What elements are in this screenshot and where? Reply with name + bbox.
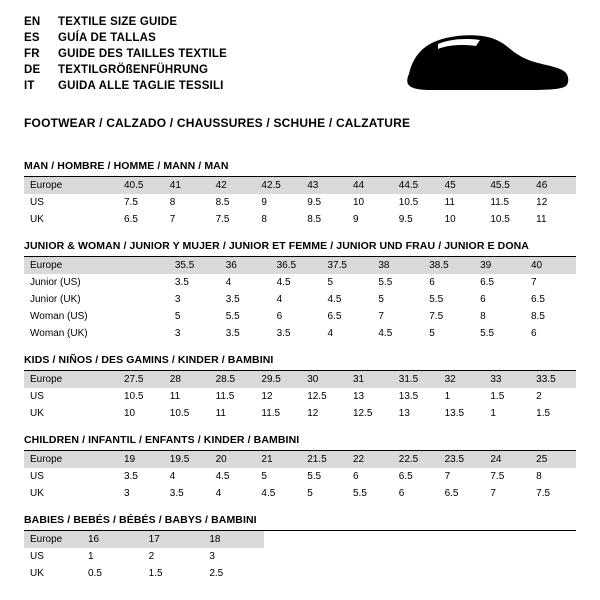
table-row — [24, 468, 576, 485]
cell: 3.5 — [276, 328, 291, 339]
language-code: FR — [24, 48, 40, 60]
cell — [118, 291, 169, 308]
language-code: EN — [24, 16, 41, 28]
cell: 6.5 — [531, 294, 545, 305]
cell: 12 — [307, 408, 319, 419]
cell: 12 — [261, 391, 273, 402]
cell: 4 — [169, 471, 176, 482]
cell: 1.5 — [536, 408, 551, 419]
cell: 19.5 — [164, 451, 210, 468]
cell: 10 — [124, 408, 136, 419]
cell: 9.5 — [398, 214, 413, 225]
cell: 6 — [276, 311, 283, 322]
table-row — [24, 405, 576, 422]
cell: 13.5 — [398, 391, 419, 402]
cell: 5.5 — [429, 294, 444, 305]
cell: 16 — [82, 531, 143, 548]
cell: 38.5 — [423, 257, 474, 274]
cell: 4.5 — [378, 328, 393, 339]
row-label: US — [30, 471, 44, 482]
row-label: Europe — [24, 371, 118, 388]
size-table-junior-woman — [24, 257, 576, 342]
row-label: UK — [30, 214, 44, 225]
row-label: Europe — [24, 257, 118, 274]
section-kids — [24, 354, 576, 422]
cell: 30 — [301, 371, 347, 388]
cell: 1.5 — [148, 568, 163, 579]
cell: 18 — [203, 531, 264, 548]
cell: 0.5 — [88, 568, 102, 579]
cell: 2.5 — [209, 568, 224, 579]
cell: 9.5 — [307, 197, 322, 208]
cell: 13.5 — [444, 408, 465, 419]
cell: 4 — [215, 488, 222, 499]
language-row — [24, 32, 227, 48]
cell: 2 — [148, 551, 155, 562]
cell: 8 — [480, 311, 486, 322]
shoe-illustration — [360, 16, 576, 92]
cell — [118, 257, 169, 274]
row-label: UK — [30, 568, 44, 579]
cell: 5.5 — [307, 471, 322, 482]
cell: 6.5 — [480, 277, 495, 288]
cell: 4.5 — [327, 294, 342, 305]
row-label: Junior (US) — [30, 277, 81, 288]
cell: 6.5 — [124, 214, 138, 225]
cell: 41 — [164, 177, 210, 194]
cell: 28 — [164, 371, 210, 388]
cell: 5.5 — [480, 328, 495, 339]
cell: 5 — [327, 277, 334, 288]
cell: 12.5 — [307, 391, 327, 402]
cell: 5.5 — [225, 311, 240, 322]
table-row — [24, 531, 264, 548]
cell: 12 — [536, 197, 548, 208]
cell: 37.5 — [322, 257, 373, 274]
cell: 4.5 — [276, 277, 291, 288]
table-row — [24, 274, 576, 291]
table-row — [24, 291, 576, 308]
language-titles-body — [24, 16, 227, 96]
cell: 31.5 — [393, 371, 439, 388]
cell: 28.5 — [210, 371, 256, 388]
cell: 4 — [225, 277, 232, 288]
row-label: Europe — [24, 177, 118, 194]
cell: 5 — [174, 311, 181, 322]
table-row — [24, 371, 576, 388]
cell: 5 — [261, 471, 267, 482]
cell: 36.5 — [271, 257, 322, 274]
cell: 10.5 — [124, 391, 144, 402]
cell: 9 — [352, 214, 359, 225]
cell: 10.5 — [398, 197, 419, 208]
cell: 8.5 — [307, 214, 322, 225]
language-row — [24, 16, 227, 32]
cell: 4 — [327, 328, 334, 339]
row-label: US — [30, 551, 44, 562]
cell: 11 — [444, 197, 455, 208]
cell: 1 — [88, 551, 94, 562]
cell: 7 — [378, 311, 384, 322]
section-title: CHILDREN / INFANTIL / ENFANTS / KINDER / BAMBINI — [24, 434, 576, 451]
cell: 11.5 — [215, 391, 235, 402]
row-label: UK — [30, 408, 44, 419]
row-label: US — [30, 391, 44, 402]
cell: 45.5 — [484, 177, 530, 194]
cell: 19 — [118, 451, 164, 468]
cell: 45 — [439, 177, 485, 194]
table-row — [24, 388, 576, 405]
language-titles — [24, 16, 227, 96]
section-title: KIDS / NIÑOS / DES GAMINS / KINDER / BAMBINI — [24, 354, 576, 371]
cell: 10.5 — [169, 408, 190, 419]
language-title: TEXTILGRÖßENFÜHRUNG — [58, 64, 209, 76]
cell: 43 — [301, 177, 347, 194]
cell: 6.5 — [327, 311, 342, 322]
cell: 6.5 — [444, 488, 459, 499]
cell: 6 — [429, 277, 435, 288]
cell: 1 — [490, 408, 496, 419]
cell: 38 — [372, 257, 423, 274]
language-row — [24, 64, 227, 80]
cell: 40 — [525, 257, 576, 274]
language-code: ES — [24, 32, 40, 44]
cell: 3.5 — [124, 471, 138, 482]
cell: 8 — [261, 214, 267, 225]
cell: 13 — [352, 391, 365, 402]
cell: 11.5 — [490, 197, 510, 208]
cell — [118, 308, 169, 325]
cell: 5.5 — [352, 488, 367, 499]
table-row — [24, 325, 576, 342]
cell: 3 — [174, 328, 181, 339]
cell: 25 — [530, 451, 576, 468]
cell: 4.5 — [261, 488, 276, 499]
cell: 9 — [261, 197, 267, 208]
dress-shoe-icon — [390, 30, 570, 92]
cell: 3 — [209, 551, 215, 562]
cell: 42.5 — [255, 177, 301, 194]
cell: 7.5 — [490, 471, 505, 482]
cell: 7 — [490, 488, 496, 499]
cell: 44 — [347, 177, 393, 194]
cell: 23.5 — [439, 451, 485, 468]
cell: 10 — [352, 197, 365, 208]
language-title: GUIDA ALLE TAGLIE TESSILI — [58, 80, 224, 92]
cell: 22 — [347, 451, 393, 468]
cell: 33 — [484, 371, 530, 388]
category-banner: FOOTWEAR / CALZADO / CHAUSSURES / SCHUHE / CALZATURE — [24, 116, 411, 130]
size-table-babies — [24, 531, 264, 582]
section-title: BABIES / BEBÉS / BÉBÉS / BABYS / BAMBINI — [24, 514, 576, 531]
cell: 7.5 — [215, 214, 230, 225]
cell: 40.5 — [118, 177, 164, 194]
table-row — [24, 485, 576, 502]
cell: 6.5 — [398, 471, 413, 482]
cell: 6 — [352, 471, 359, 482]
cell: 7.5 — [124, 197, 138, 208]
cell: 3.5 — [225, 328, 240, 339]
cell: 33.5 — [530, 371, 576, 388]
cell: 21 — [255, 451, 301, 468]
table-row — [24, 211, 576, 228]
section-children — [24, 434, 576, 502]
cell: 7 — [444, 471, 451, 482]
section-title: MAN / HOMBRE / HOMME / MANN / MAN — [24, 160, 576, 177]
cell — [118, 325, 169, 342]
cell: 5 — [378, 294, 384, 305]
cell: 44.5 — [393, 177, 439, 194]
language-code: DE — [24, 64, 41, 76]
row-label: Woman (UK) — [30, 328, 88, 339]
cell: 8 — [169, 197, 176, 208]
table-row — [24, 451, 576, 468]
row-label: Europe — [24, 451, 118, 468]
section-title: JUNIOR & WOMAN / JUNIOR Y MUJER / JUNIOR ET FEMME / JUNIOR UND FRAU / JUNIOR E DONA — [24, 240, 576, 257]
cell: 11.5 — [261, 408, 281, 419]
cell: 35.5 — [169, 257, 220, 274]
cell: 11 — [215, 408, 226, 419]
cell: 10 — [444, 214, 456, 225]
language-row — [24, 48, 227, 64]
cell: 11 — [169, 391, 181, 402]
cell: 6 — [531, 328, 537, 339]
cell: 5 — [429, 328, 435, 339]
cell: 31 — [347, 371, 393, 388]
language-title: GUÍA DE TALLAS — [58, 32, 156, 44]
cell: 29.5 — [255, 371, 301, 388]
language-title: TEXTILE SIZE GUIDE — [58, 16, 178, 28]
cell: 3 — [124, 488, 130, 499]
cell: 42 — [210, 177, 256, 194]
table-row — [24, 548, 264, 565]
row-label: UK — [30, 488, 44, 499]
cell: 8.5 — [215, 197, 230, 208]
cell: 6 — [398, 488, 405, 499]
cell: 1 — [444, 391, 451, 402]
cell: 3 — [174, 294, 181, 305]
cell: 5 — [307, 488, 313, 499]
row-label: US — [30, 197, 44, 208]
section-babies — [24, 514, 576, 582]
cell: 8.5 — [531, 311, 545, 322]
cell: 22.5 — [393, 451, 439, 468]
cell: 8 — [536, 471, 542, 482]
cell: 3.5 — [225, 294, 240, 305]
size-table-kids — [24, 371, 576, 422]
table-row — [24, 177, 576, 194]
cell: 20 — [210, 451, 256, 468]
cell: 24 — [484, 451, 530, 468]
cell: 12.5 — [352, 408, 373, 419]
row-label: Junior (UK) — [30, 294, 81, 305]
cell: 39 — [474, 257, 525, 274]
cell: 17 — [143, 531, 204, 548]
header — [24, 16, 576, 102]
row-label: Woman (US) — [30, 311, 88, 322]
cell: 21.5 — [301, 451, 347, 468]
cell: 46 — [530, 177, 576, 194]
cell — [118, 274, 169, 291]
size-table-children — [24, 451, 576, 502]
table-row — [24, 308, 576, 325]
language-title: GUIDE DES TAILLES TEXTILE — [58, 48, 227, 60]
row-label: Europe — [24, 531, 82, 548]
cell: 3.5 — [174, 277, 189, 288]
cell: 36 — [220, 257, 271, 274]
cell: 3.5 — [169, 488, 184, 499]
cell: 27.5 — [118, 371, 164, 388]
cell: 5.5 — [378, 277, 393, 288]
cell: 4.5 — [215, 471, 230, 482]
table-row — [24, 194, 576, 211]
language-row — [24, 80, 227, 96]
cell: 4 — [276, 294, 283, 305]
cell: 11 — [536, 214, 547, 225]
cell: 13 — [398, 408, 410, 419]
cell: 7.5 — [536, 488, 551, 499]
cell: 7 — [169, 214, 176, 225]
table-row — [24, 565, 264, 582]
table-row — [24, 257, 576, 274]
cell: 10.5 — [490, 214, 510, 225]
cell: 32 — [439, 371, 485, 388]
section-junior-woman — [24, 240, 576, 342]
cell: 6 — [480, 294, 486, 305]
cell: 7 — [531, 277, 537, 288]
cell: 1.5 — [490, 391, 505, 402]
cell: 7.5 — [429, 311, 444, 322]
section-man — [24, 160, 576, 228]
language-code: IT — [24, 80, 35, 92]
size-table-man — [24, 177, 576, 228]
cell: 2 — [536, 391, 542, 402]
